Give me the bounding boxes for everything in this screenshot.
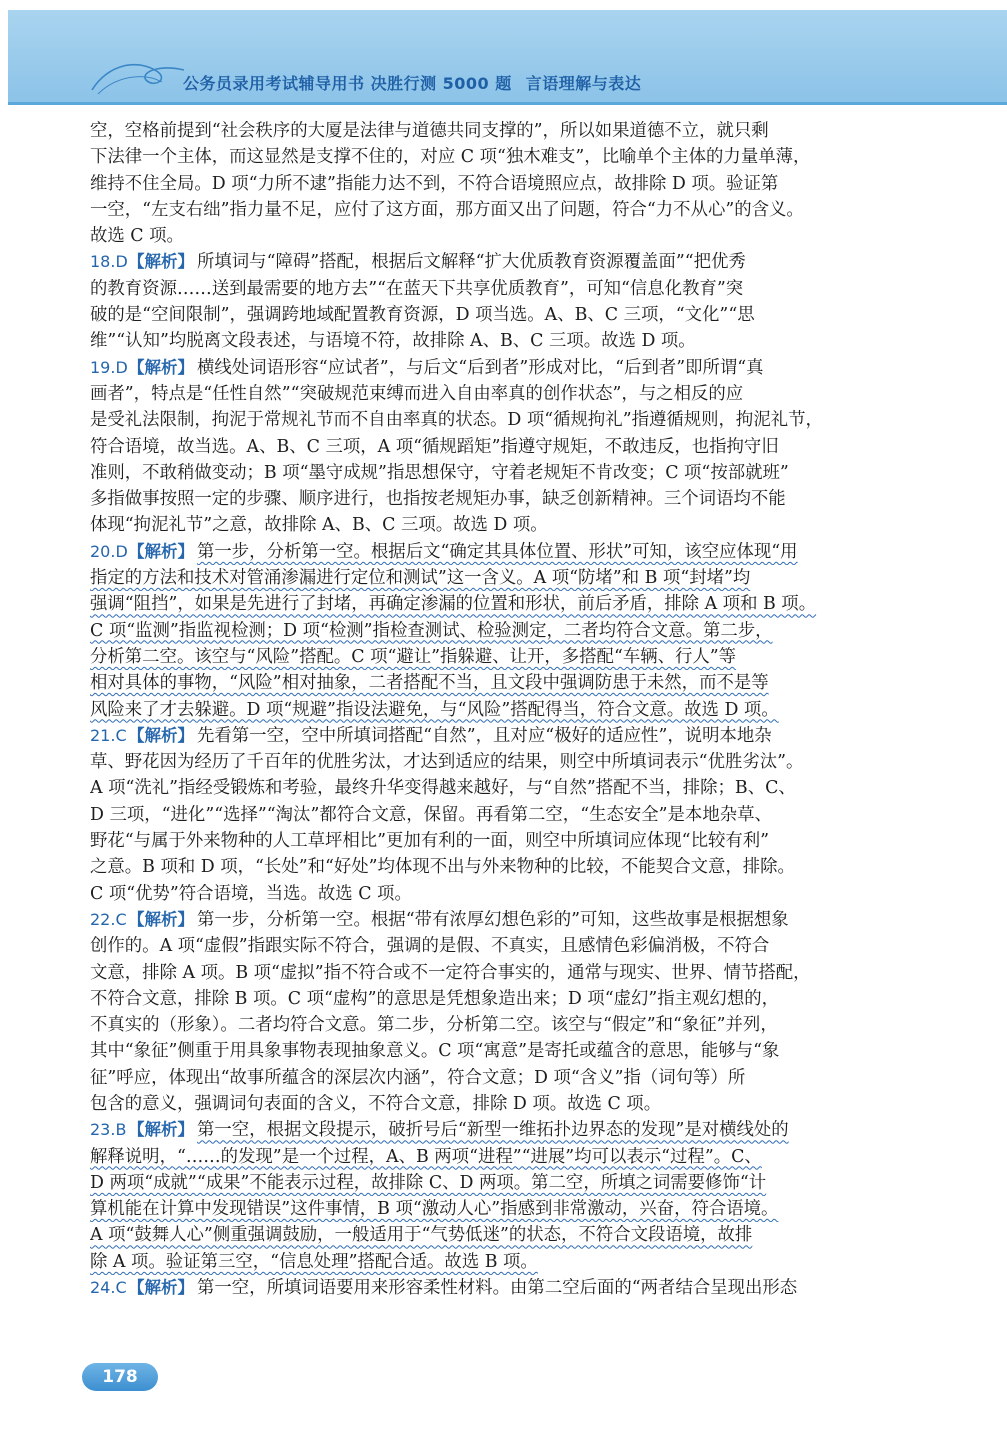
text-line: 文意，排除 A 项。B 项“虚拟”指不符合或不一定符合事实的，通常与现实、世界、情节搭配， [90, 962, 811, 983]
text-line: 一空，“左支右绌”指力量不足，应付了这方面，那方面又出了问题，符合“力不从心”的含义。 [90, 199, 804, 220]
answer-item-23 [90, 1117, 942, 1143]
text-line: 风险来了才去躲避。D 项“规避”指设法避免，与“风险”搭配得当，符合文意。故选 D 项。 [90, 699, 779, 720]
page-number: 178 [82, 1363, 158, 1391]
analysis-tag: 【解析】 [128, 357, 194, 377]
text-line: A 项“鼓舞人心”侧重强调鼓励，一般适用于“气势低迷”的状态，不符合文段语境，故排 [90, 1225, 753, 1246]
text-line: 分析第二空。该空与“风险”搭配。C 项“避让”指躲避、让开，多搭配“车辆、行人”等 [90, 646, 737, 667]
answer-number: 23.B [90, 1120, 127, 1140]
answer-number: 18.D [90, 252, 128, 272]
text-line: 除 A 项。验证第三空，“信息处理”搭配合适。故选 B 项。 [90, 1251, 538, 1272]
text-line: 所填词与“障碍”搭配，根据后文解释“扩大优质教育资源覆盖面”“把优秀 [197, 252, 746, 273]
text-line: C 项“监测”指监视检测；D 项“检测”指检查测试、检验测定，二者均符合文意。第二步， [90, 620, 773, 641]
analysis-tag: 【解析】 [128, 252, 194, 272]
analysis-tag: 【解析】 [128, 909, 194, 929]
text-line: 破的是“空间限制”，强调跨地域配置教育资源，D 项当选。A、B、C 三项，“文化”“思 [90, 305, 755, 326]
answer-item-21 [90, 723, 942, 749]
text-line: 横线处词语形容“应试者”，与后文“后到者”形成对比，“后到者”即所谓“真 [197, 357, 764, 378]
text-line: 其中“象征”侧重于用具象事物表现抽象意义。C 项“寓意”是寄托或蕴含的意思，能够与“象 [90, 1041, 780, 1062]
answer-item-20 [90, 539, 942, 565]
answer-item-24 [90, 1275, 942, 1301]
text-line: 是受礼法限制，拘泥于常规礼节而不自由率真的状态。D 项“循规拘礼”指遵循规则，拘泥礼节， [90, 410, 823, 431]
text-line: C 项“优势”符合语境，当选。故选 C 项。 [90, 883, 412, 904]
ribbon-swirl-icon [88, 54, 188, 98]
answer-number: 21.C [90, 725, 127, 745]
text-line: 画者”，特点是“任性自然”“突破规范束缚而进入自由率真的创作状态”，与之相反的应 [90, 383, 744, 404]
text-line: D 三项，“进化”“选择”“淘汰”都符合文意，保留。再看第二空，“生态安全”是本地杂草、 [90, 804, 772, 825]
text-line: 下法律一个主体，而这显然是支撑不住的，对应 C 项“独木难支”，比喻单个主体的力量单薄， [90, 147, 811, 168]
text-line: 维”“认知”均脱离文段表述，与语境不符，故排除 A、B、C 三项。故选 D 项。 [90, 331, 696, 352]
analysis-tag: 【解析】 [128, 725, 194, 745]
text-line: 先看第一空，空中所填词搭配“自然”，且对应“极好的适应性”，说明本地杂 [197, 725, 772, 746]
header-title [183, 71, 641, 94]
text-line: 指定的方法和技术对管涌渗漏进行定位和测试”这一含义。A 项“防堵”和 B 项“封堵”均 [90, 568, 751, 589]
analysis-tag: 【解析】 [128, 1278, 194, 1298]
text-line: 强调“阻挡”，如果是先进行了封堵，再确定渗漏的位置和形状，前后矛盾，排除 A 项和 B 项。 [90, 594, 817, 615]
header-banner [8, 10, 1007, 105]
answer-number: 24.C [90, 1278, 127, 1298]
text-line: D 两项“成就”“成果”不能表示过程，故排除 C、D 两项。第二空，所填之词需要修饰“计 [90, 1172, 767, 1193]
text-line: A 项“洗礼”指经受锻炼和考验，最终升华变得越来越好，与“自然”搭配不当，排除；B、C、 [90, 778, 796, 799]
answer-analysis-body [90, 118, 942, 1301]
text-line: 第一步，分析第一空。根据后文“确定其具体位置、形状”可知，该空应体现“用 [197, 541, 798, 562]
text-line: 解释说明，“……的发现”是一个过程，A、B 两项“进程”“进展”均可以表示“过程”。C、 [90, 1146, 762, 1167]
text-line: 算机能在计算中发现错误”这件事情，B 项“激动人心”指感到非常激动，兴奋，符合语境。 [90, 1199, 779, 1220]
text-line: 之意。B 项和 D 项，“长处”和“好处”均体现不出与外来物种的比较，不能契合文意，排除。 [90, 857, 795, 878]
answer-item-19 [90, 355, 942, 381]
answer-number: 22.C [90, 909, 127, 929]
text-line: 征”呼应，体现出“故事所蕴含的深层次内涵”，符合文意；D 项“含义”指（词句等）所 [90, 1067, 746, 1088]
text-line: 包含的意义，强调词句表面的含义，不符合文意，排除 D 项。故选 C 项。 [90, 1093, 662, 1114]
text-line: 第一空，根据文段提示，破折号后“新型一维拓扑边界态的发现”是对横线处的 [197, 1120, 789, 1141]
text-line: 符合语境，故当选。A、B、C 三项，A 项“循规蹈矩”指遵守规矩，不敢违反，也指拘守旧 [90, 436, 779, 457]
text-line: 相对具体的事物，“风险”相对抽象，二者搭配不当，且文段中强调防患于未然，而不是等 [90, 673, 769, 694]
text-line: 不符合文意，排除 B 项。C 项“虚构”的意思是凭想象造出来；D 项“虚幻”指主观幻想的， [90, 988, 779, 1009]
text-line: 多指做事按照一定的步骤、顺序进行，也指按老规矩办事，缺乏创新精神。三个词语均不能 [90, 489, 786, 510]
header-series: 公务员录用考试辅导用书 决胜行测 5000 题 [183, 74, 512, 93]
answer-number: 19.D [90, 357, 128, 377]
text-line: 草、野花因为经历了千百年的优胜劣汰，才达到适应的结果，则空中所填词表示“优胜劣汰”。 [90, 752, 804, 773]
header-subject: 言语理解与表达 [525, 74, 642, 93]
text-line: 故选 C 项。 [90, 226, 184, 247]
answer-number: 20.D [90, 541, 128, 561]
text-line: 准则，不敢稍做变动；B 项“墨守成规”指思想保守，守着老规矩不肯改变；C 项“按部就班” [90, 462, 789, 483]
text-line: 创作的。A 项“虚假”指跟实际不符合，强调的是假、不真实，且感情色彩偏消极，不符合 [90, 936, 770, 957]
text-line: 第一步，分析第一空。根据“带有浓厚幻想色彩的”可知，这些故事是根据想象 [197, 909, 789, 930]
analysis-tag: 【解析】 [128, 1120, 194, 1140]
text-line: 体现“拘泥礼节”之意，故排除 A、B、C 三项。故选 D 项。 [90, 515, 548, 536]
text-line: 维持不住全局。D 项“力所不逮”指能力达不到，不符合语境照应点，故排除 D 项。验证第 [90, 173, 779, 194]
text-line: 不真实的（形象）。二者均符合文意。第二步，分析第二空。该空与“假定”和“象征”并列， [90, 1015, 778, 1036]
answer-item-22 [90, 907, 942, 933]
text-line: 野花“与属于外来物种的人工草坪相比”更加有利的一面，则空中所填词应体现“比较有利” [90, 831, 770, 852]
text-line: 空，空格前提到“社会秩序的大厦是法律与道德共同支撑的”，所以如果道德不立，就只剩 [90, 121, 769, 141]
text-line: 的教育资源……送到最需要的地方去”“在蓝天下共享优质教育”，可知“信息化教育”突 [90, 278, 744, 299]
answer-item-18 [90, 249, 942, 275]
analysis-tag: 【解析】 [128, 541, 194, 561]
text-line: 第一空，所填词语要用来形容柔性材料。由第二空后面的“两者结合呈现出形态 [197, 1278, 798, 1299]
